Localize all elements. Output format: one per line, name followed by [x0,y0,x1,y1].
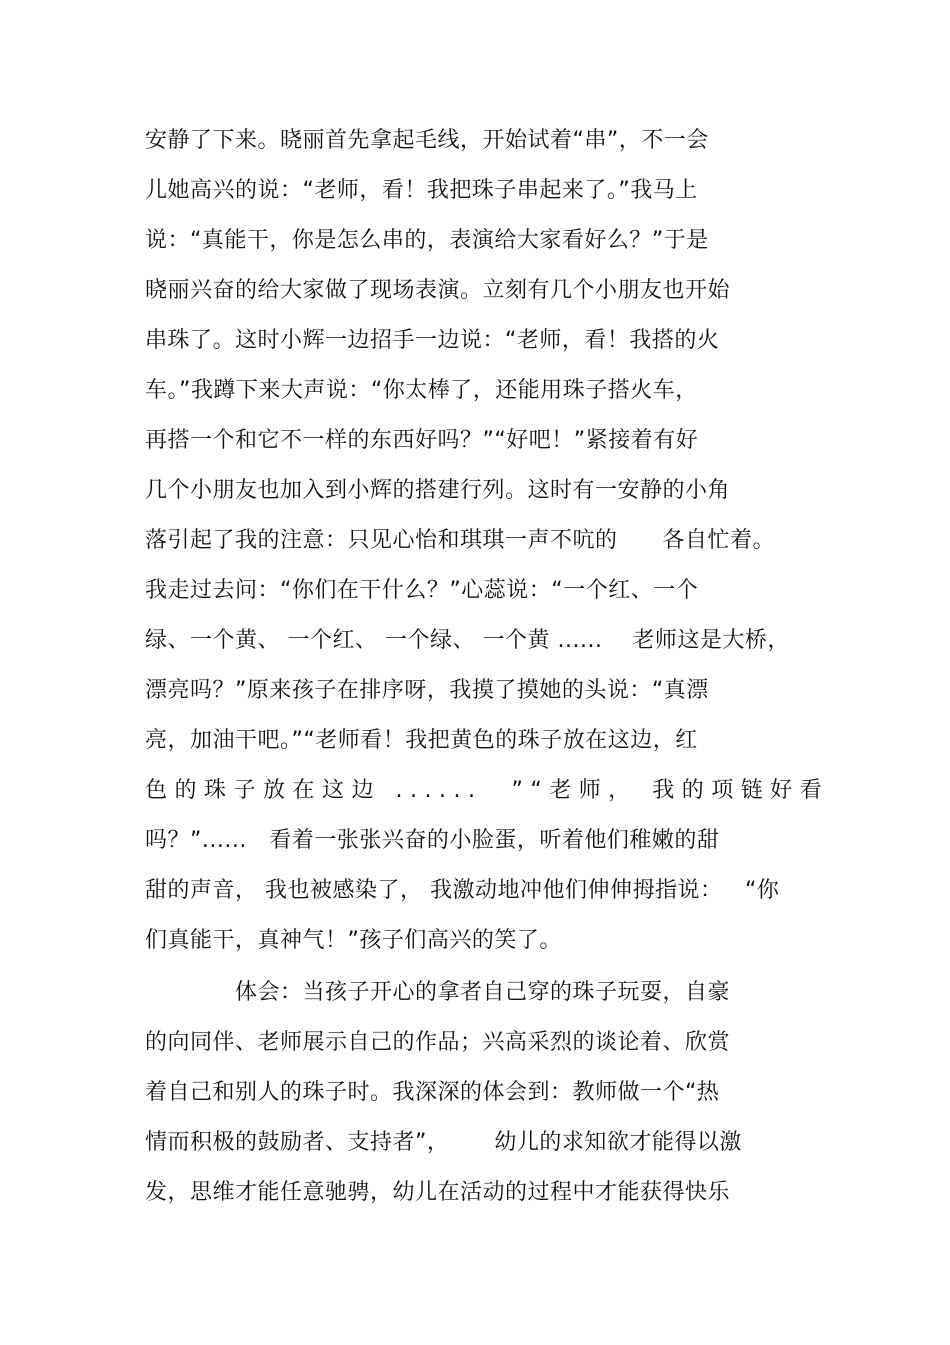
text-line-9: 落引起了我的注意：只见心怡和琪琪一声不吭的 各自忙着。 [145,528,775,553]
text-line-17: 们真能干，真神气！”孩子们高兴的笑了。 [145,928,562,953]
text-line-18: 体会：当孩子开心的拿者自己穿的珠子玩耍，自豪 [235,980,731,1005]
text-line-13: 亮，加油干吧。”“老师看！我把黄色的珠子放在这边，红 [145,728,698,753]
text-line-10: 我走过去问：“你们在干什么？”心蕊说：“一个红、一个 [145,578,699,603]
text-line-15: 吗？”...... 看着一张张兴奋的小脸蛋，听着他们稚嫩的甜 [145,828,720,853]
text-line-12: 漂亮吗？”原来孩子在排序呀，我摸了摸她的头说：“真漂 [145,678,709,703]
text-line-3: 说：“真能干，你是怎么串的，表演给大家看好么？”于是 [145,228,709,253]
text-line-19: 的向同伴、老师展示自己的作品；兴高采烈的谈论着、欣赏 [145,1030,731,1055]
text-line-16: 甜的声音， 我也被感染了， 我激动地冲他们伸伸拇指说： “你 [145,878,780,903]
text-line-4: 晓丽兴奋的给大家做了现场表演。立刻有几个小朋友也开始 [145,278,731,303]
text-line-11: 绿、一个黄、 一个红、 一个绿、 一个黄 ...... 老师这是大桥， [145,628,790,653]
text-line-6: 车。”我蹲下来大声说：“你太棒了，还能用珠子搭火车， [145,378,698,403]
text-line-7: 再搭一个和它不一样的东西好吗？”“好吧！”紧接着有好 [145,428,699,453]
text-line-5: 串珠了。这时小辉一边招手一边说：“老师，看！我搭的火 [145,328,720,353]
text-line-2: 儿她高兴的说：“老师，看！我把珠子串起来了。”我马上 [145,178,698,203]
text-line-8: 几个小朋友也加入到小辉的搭建行列。这时有一安静的小角 [145,478,731,503]
text-line-21: 情而积极的鼓励者、支持者”， 幼儿的求知欲才能得以激 [145,1130,742,1155]
text-line-1: 安静了下来。晓丽首先拿起毛线，开始试着“串”，不一会 [145,128,709,153]
text-line-22: 发，思维才能任意驰骋，幼儿在活动的过程中才能获得快乐 [145,1180,731,1205]
text-line-20: 着自己和别人的珠子时。我深深的体会到：教师做一个“热 [145,1080,720,1105]
text-line-14: 色的珠子放在这边 ...... ”“老师， 我的项链好看 [145,778,830,803]
